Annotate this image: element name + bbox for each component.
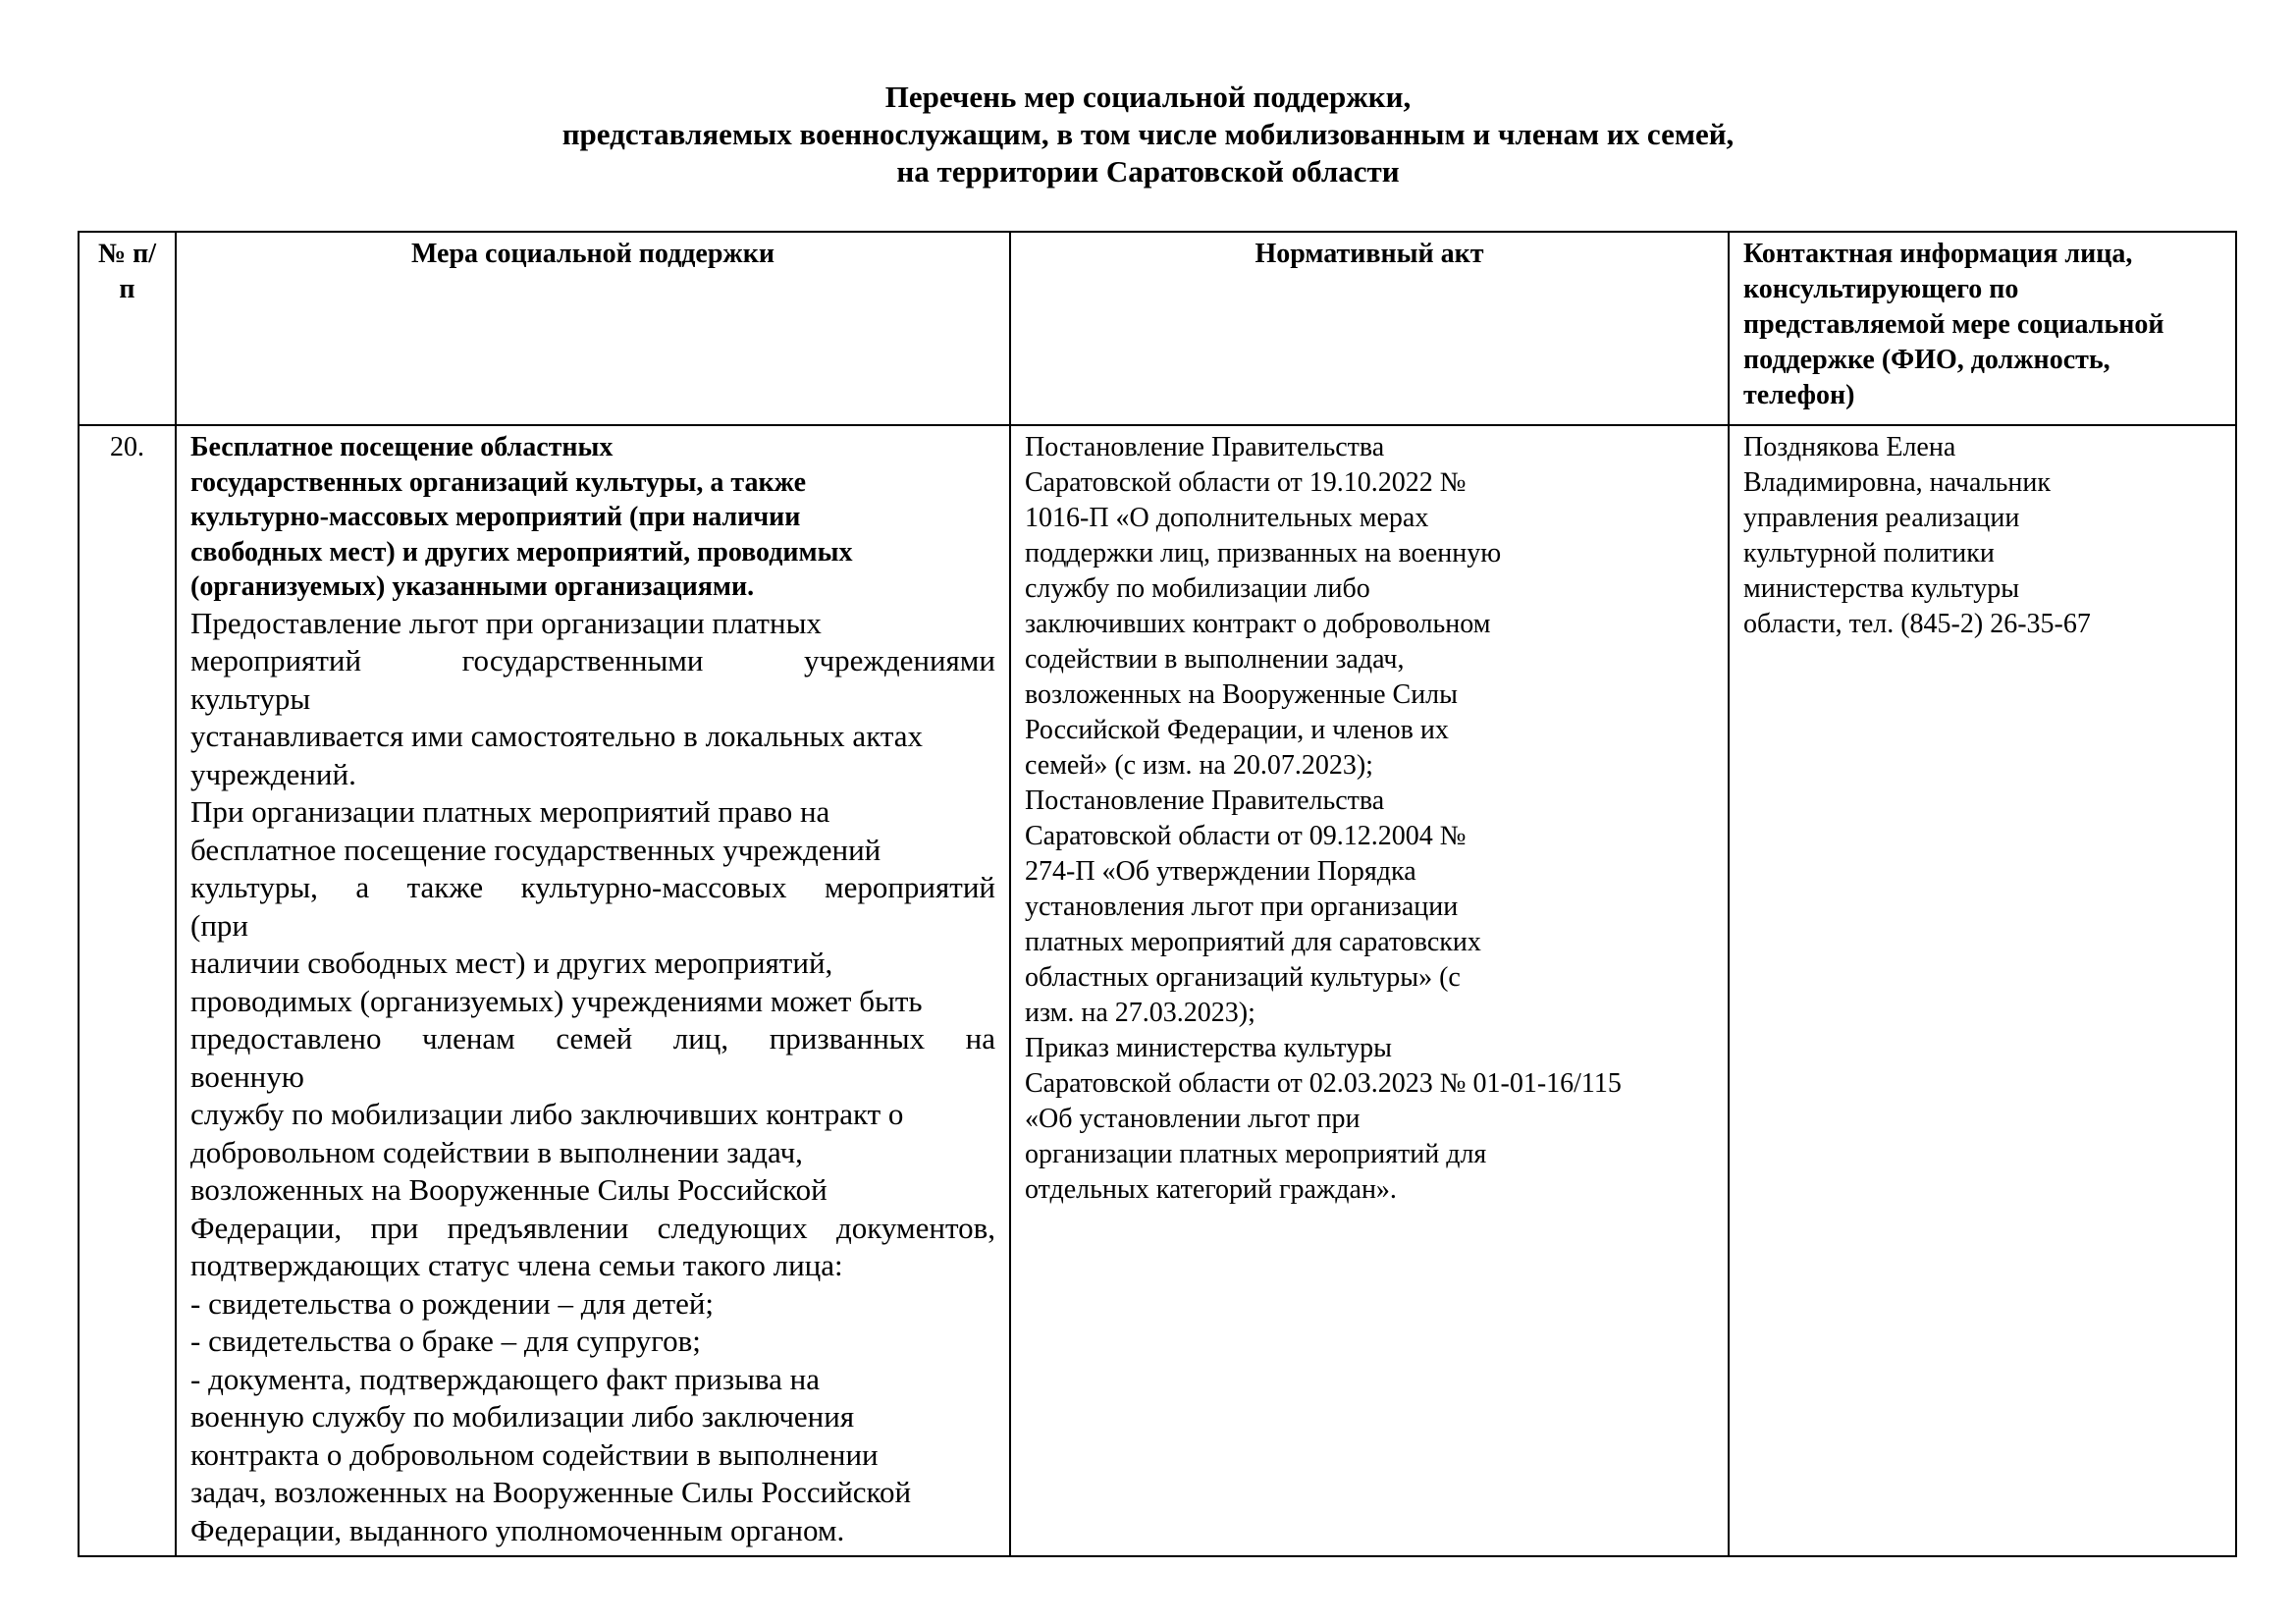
measure-text-line: задач, возложенных на Вооруженные Силы Российской [190, 1475, 912, 1509]
contact-line: Владимировна, начальник [1743, 467, 2052, 498]
contact-line: управления реализации [1743, 503, 2020, 533]
title-line-1: Перечень мер социальной поддержки, [884, 80, 1412, 114]
measure-title-line: Бесплатное посещение областных [190, 432, 614, 462]
legal-act-line: Российской Федерации, и членов их [1025, 715, 1449, 745]
measure-text-line: возложенных на Вооруженные Силы Российской [190, 1172, 828, 1207]
legal-act-cell [1010, 425, 1729, 1556]
measure-title-line: культурно-массовых мероприятий (при наличии [190, 502, 801, 532]
measure-title [190, 430, 995, 605]
legal-act-line: отдельных категорий граждан». [1025, 1174, 1397, 1205]
legal-act-line: службу по мобилизации либо [1025, 573, 1370, 604]
header-act: Нормативный акт [1010, 232, 1729, 425]
measure-title-line: (организуемых) указанными организациями. [190, 571, 755, 602]
legal-act-line: Постановление Правительства [1025, 432, 1385, 462]
legal-act-line: Постановление Правительства [1025, 785, 1385, 816]
contact-line: Позднякова Елена [1743, 432, 1956, 462]
measure-text-line: учреждений. [190, 756, 356, 791]
support-measures-table [78, 231, 2237, 1557]
measure-title-line: свободных мест) и других мероприятий, проводимых [190, 536, 853, 568]
measure-text-line: подтверждающих статус члена семьи такого лица: [190, 1248, 843, 1282]
measure-text-line: культуры, а также культурно-массовых мероприятий [190, 870, 995, 904]
measure-text-line: контракта о добровольном содействии в выполнении [190, 1436, 879, 1472]
row-number: 20. [79, 425, 176, 1556]
legal-act-line: поддержки лиц, призванных на военную [1025, 538, 1502, 568]
measure-text-line: предоставлено членам семей лиц, призванных на [190, 1021, 995, 1056]
measure-text-line: - свидетельства о браке – для супругов; [190, 1324, 701, 1358]
measure-text-line: (при [190, 907, 249, 943]
measure-text-line: военную [190, 1058, 304, 1094]
measure-text-line: службу по мобилизации либо заключивших контракт о [190, 1097, 904, 1131]
measure-cell [176, 425, 1010, 1556]
contact-line: культурной политики [1743, 538, 1995, 568]
legal-act-line: семей» (с изм. на 20.07.2023); [1025, 750, 1373, 781]
legal-act-line: возложенных на Вооруженные Силы [1025, 679, 1458, 710]
legal-act-line: заключивших контракт о добровольном [1025, 609, 1491, 639]
contact-phone-line: области, тел. (845-2) 26-35-67 [1743, 609, 2091, 639]
legal-act-line: Саратовской области от 19.10.2022 № [1025, 467, 1467, 498]
measure-text-line: При организации платных мероприятий право на [190, 794, 830, 829]
legal-act-line: Саратовской области от 09.12.2004 № [1025, 821, 1467, 851]
table-header-row [79, 232, 2236, 425]
measure-text-line: наличии свободных мест) и других мероприятий, [190, 946, 833, 980]
measure-title-line: государственных организаций культуры, а также [190, 466, 807, 498]
legal-act-line: областных организаций культуры» (с [1025, 962, 1461, 993]
legal-act-line: содействии в выполнении задач, [1025, 644, 1405, 675]
contact-line: министерства культуры [1743, 573, 2020, 604]
legal-act-line: Саратовской области от 02.03.2023 № 01-01-16/115 [1025, 1068, 1622, 1099]
measure-text-line: - документа, подтверждающего факт призыва на [190, 1361, 821, 1396]
measure-text-line: - свидетельства о рождении – для детей; [190, 1285, 715, 1321]
legal-act-line: организации платных мероприятий для [1025, 1139, 1487, 1169]
measure-text-line: культуры [190, 680, 311, 716]
header-measure: Мера социальной поддержки [176, 232, 1010, 425]
measure-text-line: Федерации, выданного уполномоченным органом. [190, 1512, 845, 1547]
measure-text-line: мероприятий государственными учреждениями [190, 643, 995, 677]
legal-act-line: «Об установлении льгот при [1025, 1104, 1361, 1134]
measure-text-line: Предоставление льгот при организации платных [190, 605, 822, 640]
legal-act-line: изм. на 27.03.2023); [1025, 998, 1255, 1028]
measure-text-line: Федерации, при предъявлении следующих документов, [190, 1210, 995, 1245]
header-num: № п/п [79, 232, 176, 425]
legal-act-line: Приказ министерства культуры [1025, 1033, 1392, 1063]
header-contact: Контактная информация лица, консультирующего по представляемой мере социальной поддержке (ФИО, должность, телефон) [1729, 232, 2236, 425]
measure-text-line: устанавливается ими самостоятельно в локальных актах [190, 719, 924, 753]
measure-text-line: военную службу по мобилизации либо заключения [190, 1399, 855, 1434]
measure-text-line: бесплатное посещение государственных учреждений [190, 832, 881, 867]
legal-act-line: установления льгот при организации [1025, 892, 1459, 922]
measure-text-line: добровольном содействии в выполнении задач, [190, 1134, 803, 1169]
contact-cell [1729, 425, 2236, 1556]
title-line-2: представляемых военнослужащим, в том числе мобилизованным и членам их семей, [561, 117, 1735, 151]
legal-act-line: платных мероприятий для саратовских [1025, 927, 1481, 957]
measure-description [190, 605, 995, 1550]
measure-text-line: проводимых (организуемых) учреждениями может быть [190, 983, 923, 1018]
page-title [0, 79, 2296, 190]
title-line-3: на территории Саратовской области [896, 154, 1400, 189]
table-row [79, 425, 2236, 1556]
legal-act-line: 1016-П «О дополнительных мерах [1025, 503, 1429, 533]
legal-act-line: 274-П «Об утверждении Порядка [1025, 856, 1416, 887]
